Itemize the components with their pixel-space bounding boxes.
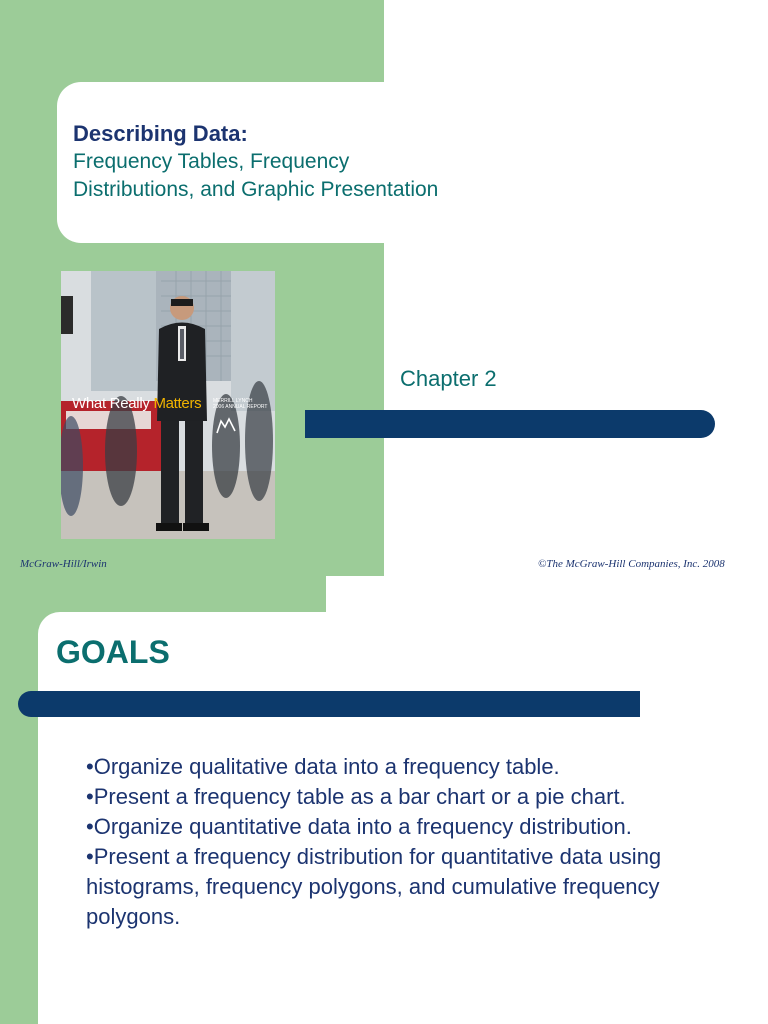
photo-caption-what: What Really <box>72 395 154 412</box>
bull-logo-icon <box>215 417 237 435</box>
goals-slide <box>0 576 768 1024</box>
chapter-bar <box>305 410 715 438</box>
photo-small-text-2: 2006 ANNUAL REPORT <box>213 404 268 410</box>
photo-caption <box>72 395 201 412</box>
subtitle-line-2: Distributions, and Graphic Presentation <box>73 178 439 201</box>
goals-list <box>86 752 726 932</box>
goal-item: •Organize quantitative data into a frequency distribution. <box>86 814 632 839</box>
subtitle-line-1: Frequency Tables, Frequency <box>73 150 350 173</box>
photo-small-text-1: MERRILL LYNCH <box>213 398 253 404</box>
goal-item: •Present a frequency distribution for quantitative data using histograms, frequency polygons, and cumulative frequency polygons. <box>86 844 662 929</box>
heading-bar <box>18 691 640 717</box>
goal-item: •Present a frequency table as a bar chart or a pie chart. <box>86 784 626 809</box>
photo-caption-matters: Matters <box>153 395 202 412</box>
slide-subtitle <box>73 148 543 204</box>
photo-small-text <box>213 398 267 410</box>
slide-title: Describing Data: <box>73 121 248 146</box>
footer-publisher: McGraw-Hill/Irwin <box>20 558 107 570</box>
footer-copyright: ©The McGraw-Hill Companies, Inc. 2008 <box>538 558 725 570</box>
goals-heading: GOALS <box>56 634 170 670</box>
cover-photo <box>61 271 275 539</box>
chapter-label: Chapter 2 <box>400 366 497 391</box>
goal-item: •Organize qualitative data into a frequency table. <box>86 754 560 779</box>
